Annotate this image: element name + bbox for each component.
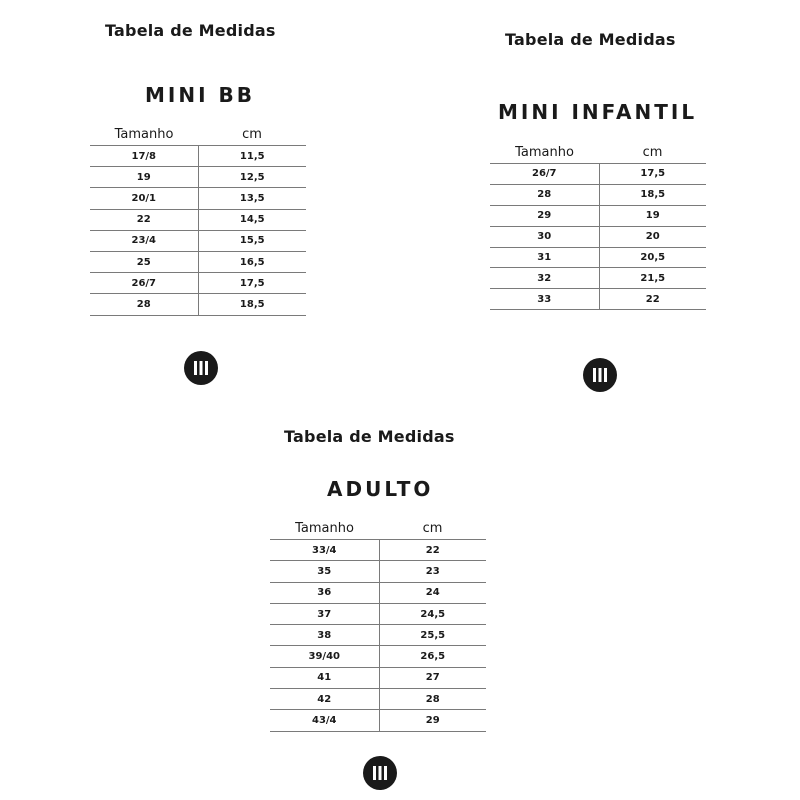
cm-cell: 24 <box>379 582 486 603</box>
size-cell: 42 <box>270 689 379 710</box>
table-row <box>270 561 486 582</box>
table-row <box>490 289 706 310</box>
size-cell: 26/7 <box>90 273 198 294</box>
table-subtitle: MINI INFANTIL <box>498 100 698 124</box>
column-header: cm <box>642 145 663 160</box>
cm-cell: 27 <box>379 667 486 688</box>
table-row <box>490 205 706 226</box>
size-cell: 20/1 <box>90 188 198 209</box>
size-cell: 36 <box>270 582 379 603</box>
table-row <box>270 710 486 731</box>
table-row <box>90 146 306 167</box>
cm-cell: 17,5 <box>599 164 706 185</box>
table-row <box>90 209 306 230</box>
cm-cell: 15,5 <box>198 230 306 251</box>
table-row <box>490 247 706 268</box>
size-cell: 33 <box>490 289 599 310</box>
brand-logo-icon <box>363 756 397 790</box>
table-row <box>270 540 486 561</box>
cm-cell: 22 <box>599 289 706 310</box>
size-table-mini-infantil <box>490 138 706 310</box>
table-row <box>90 230 306 251</box>
cm-cell: 14,5 <box>198 209 306 230</box>
size-cell: 28 <box>90 294 198 315</box>
size-cell: 17/8 <box>90 146 198 167</box>
column-header: cm <box>242 127 262 142</box>
table-subtitle: MINI BB <box>145 83 255 107</box>
size-cell: 35 <box>270 561 379 582</box>
cm-cell: 16,5 <box>198 251 306 272</box>
table-row <box>270 582 486 603</box>
cm-cell: 24,5 <box>379 603 486 624</box>
cm-cell: 19 <box>599 205 706 226</box>
table-row <box>90 188 306 209</box>
cm-cell: 26,5 <box>379 646 486 667</box>
cm-cell: 25,5 <box>379 625 486 646</box>
size-cell: 23/4 <box>90 230 198 251</box>
table-row <box>270 646 486 667</box>
size-cell: 19 <box>90 167 198 188</box>
size-cell: 38 <box>270 625 379 646</box>
size-cell: 41 <box>270 667 379 688</box>
cm-cell: 28 <box>379 689 486 710</box>
cm-cell: 11,5 <box>198 146 306 167</box>
size-cell: 37 <box>270 603 379 624</box>
table-heading: Tabela de Medidas <box>505 30 676 49</box>
size-table-mini-bb <box>90 120 306 316</box>
size-cell: 29 <box>490 205 599 226</box>
size-cell: 32 <box>490 268 599 289</box>
size-cell: 22 <box>90 209 198 230</box>
table-row <box>270 667 486 688</box>
table-row <box>270 625 486 646</box>
cm-cell: 13,5 <box>198 188 306 209</box>
cm-cell: 18,5 <box>599 184 706 205</box>
cm-cell: 12,5 <box>198 167 306 188</box>
cm-cell: 21,5 <box>599 268 706 289</box>
cm-cell: 23 <box>379 561 486 582</box>
column-header: Tamanho <box>114 127 174 142</box>
size-cell: 43/4 <box>270 710 379 731</box>
cm-cell: 20 <box>599 226 706 247</box>
table-heading: Tabela de Medidas <box>284 427 455 446</box>
table-heading: Tabela de Medidas <box>105 21 276 40</box>
cm-cell: 17,5 <box>198 273 306 294</box>
table-row <box>90 167 306 188</box>
table-row <box>90 294 306 315</box>
table-row <box>490 164 706 185</box>
column-header: cm <box>422 521 443 536</box>
table-row <box>90 273 306 294</box>
size-cell: 26/7 <box>490 164 599 185</box>
column-header: Tamanho <box>515 145 574 160</box>
size-cell: 33/4 <box>270 540 379 561</box>
brand-logo-icon <box>184 351 218 385</box>
column-header: Tamanho <box>295 521 354 536</box>
table-row <box>490 184 706 205</box>
size-cell: 39/40 <box>270 646 379 667</box>
size-table-adulto <box>270 514 486 732</box>
cm-cell: 20,5 <box>599 247 706 268</box>
table-row <box>90 251 306 272</box>
table-row <box>490 268 706 289</box>
size-cell: 28 <box>490 184 599 205</box>
table-row <box>490 226 706 247</box>
table-row <box>270 603 486 624</box>
size-cell: 30 <box>490 226 599 247</box>
brand-logo-icon <box>583 358 617 392</box>
table-subtitle: ADULTO <box>327 477 434 501</box>
cm-cell: 22 <box>379 540 486 561</box>
size-cell: 25 <box>90 251 198 272</box>
cm-cell: 29 <box>379 710 486 731</box>
cm-cell: 18,5 <box>198 294 306 315</box>
table-row <box>270 689 486 710</box>
size-cell: 31 <box>490 247 599 268</box>
